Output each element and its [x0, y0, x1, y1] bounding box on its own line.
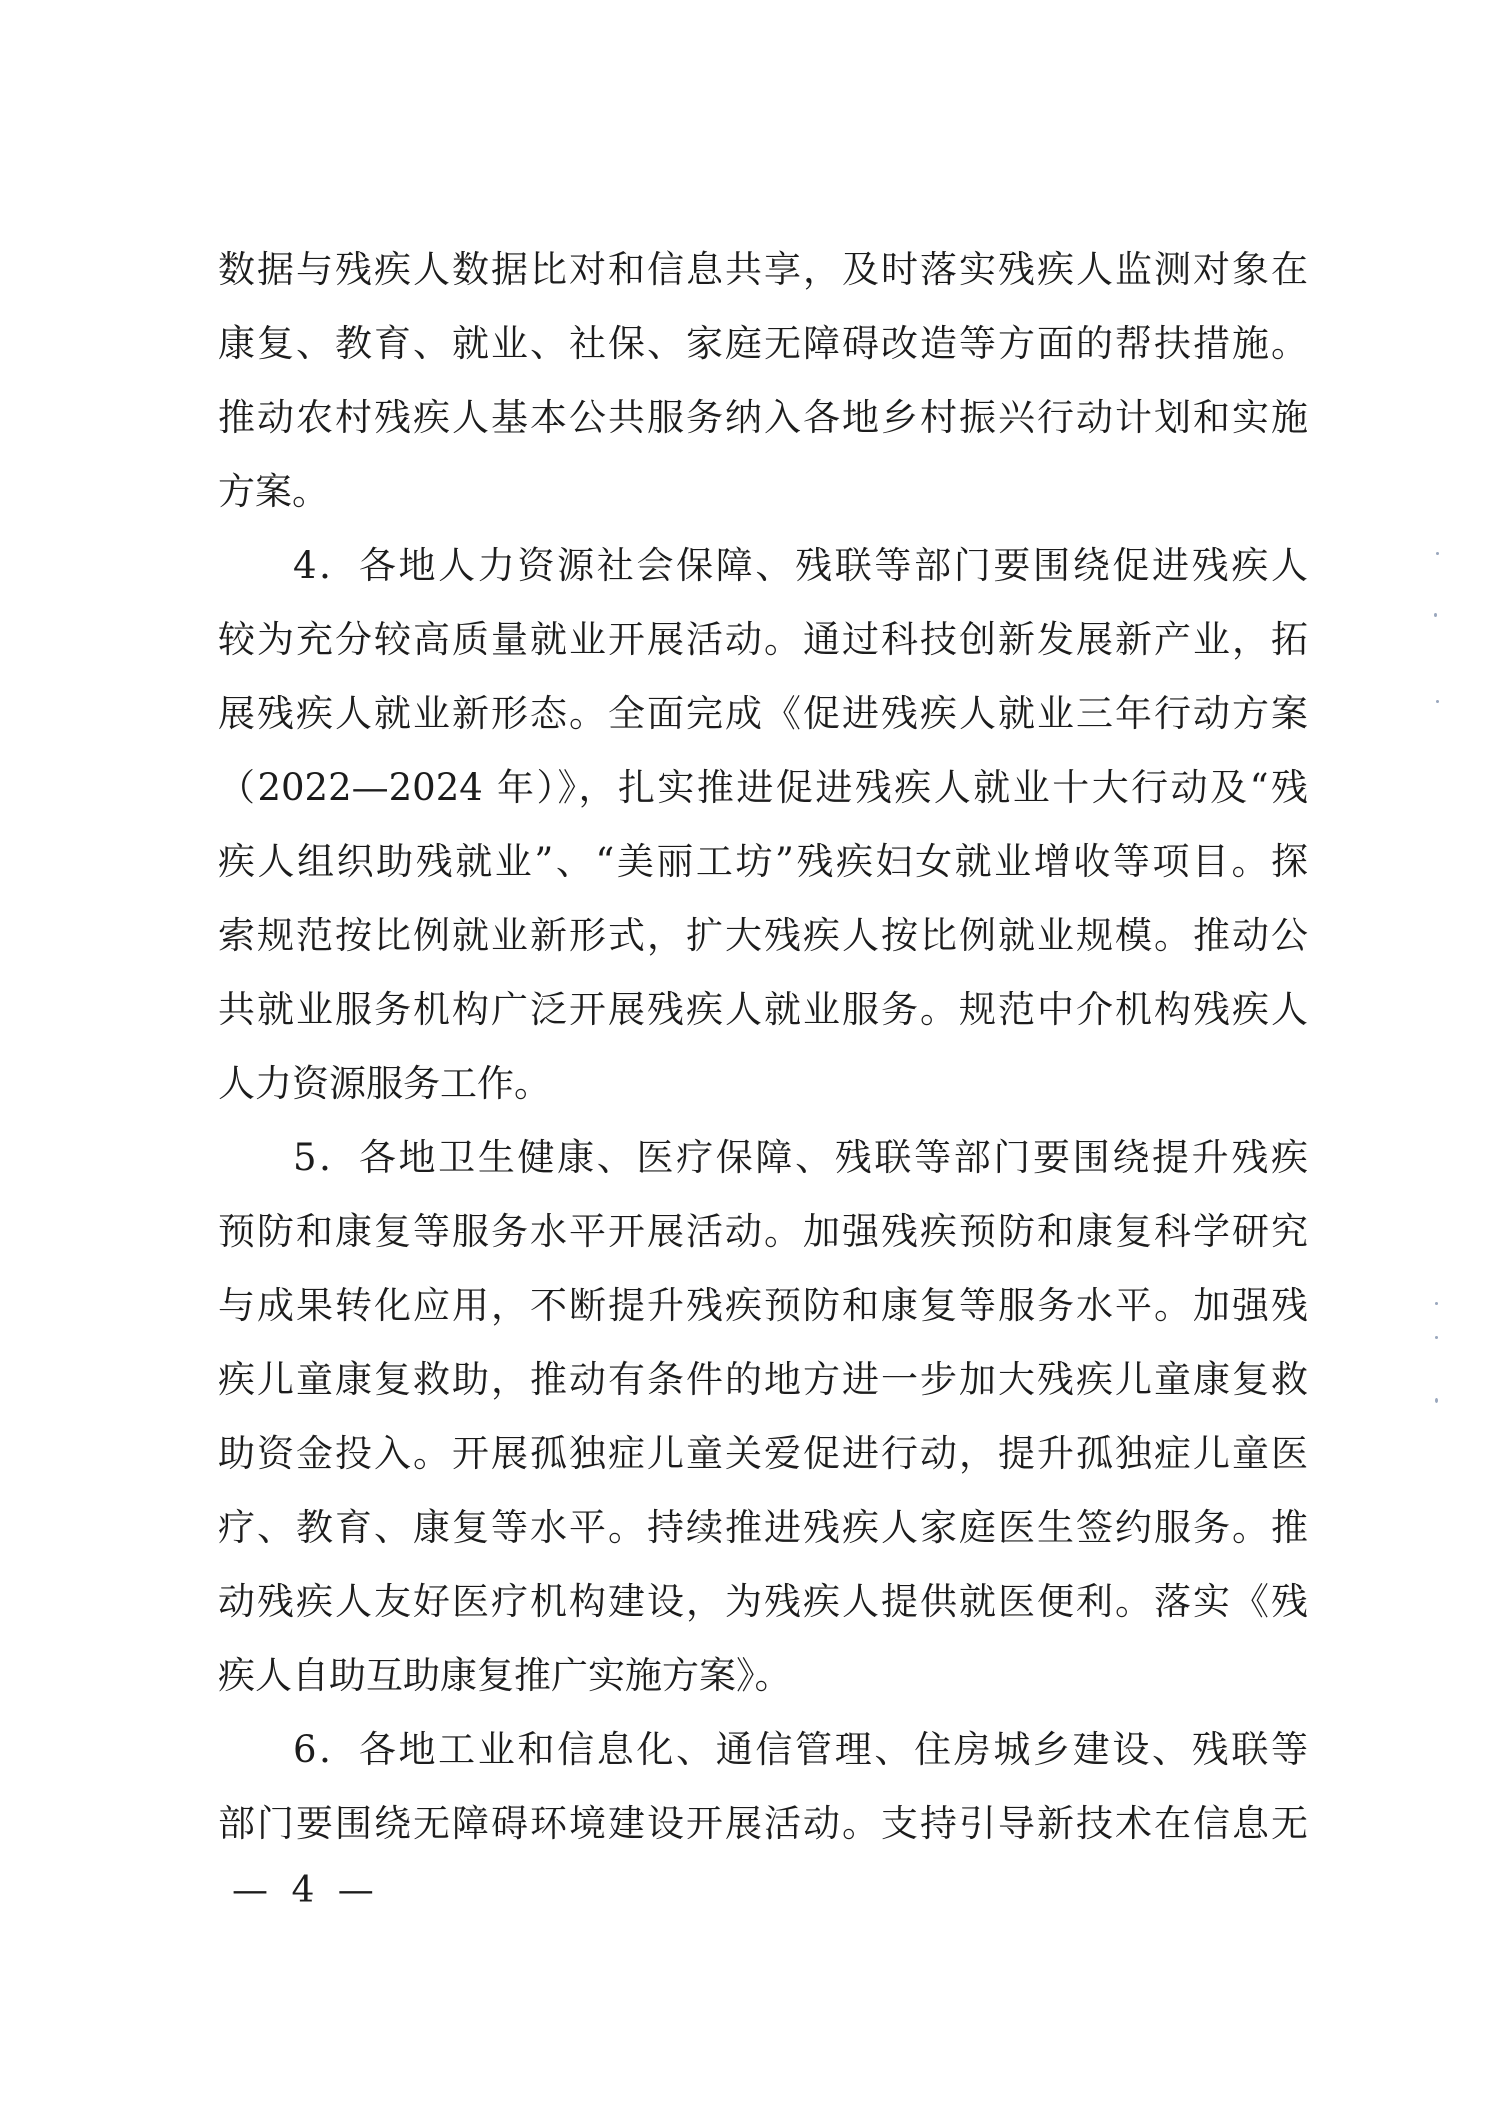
- text-line: 人力资源服务工作。: [218, 1062, 551, 1105]
- scan-speck: [1436, 700, 1439, 703]
- text-line: 助资金投入。开展孤独症儿童关爱促进行动，提升孤独症儿童医: [218, 1432, 1308, 1475]
- scan-speck: [1435, 1336, 1438, 1339]
- page-number: — 4 —: [232, 1870, 380, 1911]
- text-line: 展残疾人就业新形态。全面完成《促进残疾人就业三年行动方案: [218, 692, 1308, 735]
- text-line: 索规范按比例就业新形式，扩大残疾人按比例就业规模。推动公: [218, 914, 1308, 957]
- text-line: 动残疾人友好医疗机构建设，为残疾人提供就医便利。落实《残: [218, 1580, 1308, 1623]
- text-line: 疾人自助互助康复推广实施方案》。: [218, 1654, 792, 1697]
- text-line: 疾人组织助残就业”、“美丽工坊”残疾妇女就业增收等项目。探: [218, 840, 1308, 883]
- paragraph-6-heading-line: 6．各地工业和信息化、通信管理、住房城乡建设、残联等: [293, 1728, 1308, 1771]
- text-line: 与成果转化应用，不断提升残疾预防和康复等服务水平。加强残: [218, 1284, 1308, 1327]
- scan-speck: [1435, 1302, 1438, 1305]
- text-line: 推动农村残疾人基本公共服务纳入各地乡村振兴行动计划和实施: [218, 396, 1308, 439]
- text-line: 疗、教育、康复等水平。持续推进残疾人家庭医生签约服务。推: [218, 1506, 1308, 1549]
- text-line: 数据与残疾人数据比对和信息共享，及时落实残疾人监测对象在: [218, 248, 1308, 291]
- text-line: 共就业服务机构广泛开展残疾人就业服务。规范中介机构残疾人: [218, 988, 1308, 1031]
- scan-speck: [1435, 1398, 1438, 1403]
- paragraph-4-heading-line: 4．各地人力资源社会保障、残联等部门要围绕促进残疾人: [293, 544, 1308, 587]
- text-line: （2022—2024 年）》，扎实推进促进残疾人就业十大行动及“残: [218, 766, 1308, 809]
- text-line: 较为充分较高质量就业开展活动。通过科技创新发展新产业，拓: [218, 618, 1308, 661]
- text-line: 疾儿童康复救助，推动有条件的地方进一步加大残疾儿童康复救: [218, 1358, 1308, 1401]
- text-line: 方案。: [218, 470, 329, 513]
- scan-speck: [1436, 552, 1439, 555]
- text-line: 部门要围绕无障碍环境建设开展活动。支持引导新技术在信息无: [218, 1802, 1308, 1845]
- text-line: 预防和康复等服务水平开展活动。加强残疾预防和康复科学研究: [218, 1210, 1308, 1253]
- scan-speck: [1434, 613, 1437, 617]
- paragraph-5-heading-line: 5．各地卫生健康、医疗保障、残联等部门要围绕提升残疾: [293, 1136, 1308, 1179]
- text-line: 康复、教育、就业、社保、家庭无障碍改造等方面的帮扶措施。: [218, 322, 1308, 365]
